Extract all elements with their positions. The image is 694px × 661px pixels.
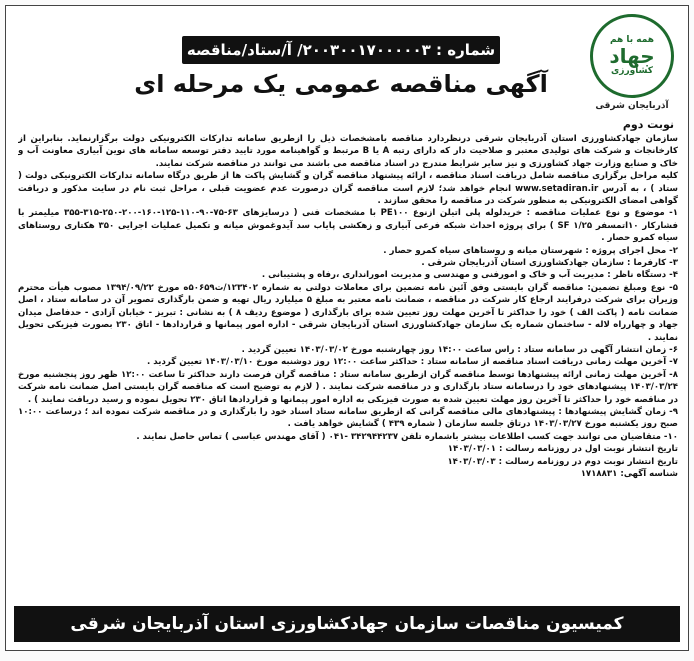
item-guarantee: ۵- نوع ومبلغ تضمین: مناقصه گران بایستی وفق آئین نامه تضمین برای معاملات دولتی به شماره ۱۲۳۴۰۲/ت۵۰۶۵۹ه مورخ ۱۳۹۴/۰۹/۲۲ مصوب هیأت محترم وزیران برای شرکت درفرایند ارجاع کار شرکت در مناقصه ، ضمانت نامه معتبر به مبلغ ۵ میلیارد ریال تهیه و ضمن بارگذاری تصویر آن در سامانه ستاد ، اصل ضمانت نامه ( پاکت الف ) خود را حداکثر تا آخرین مهلت روز تعیین شده برای بارگذاری ( موضوع ردیف ۸ ) به نشانی : تبریز - خیابان آزادی - حدفاصل میدان جهاد و چهارراه لاله - ساختمان شماره یک سازمان جهادکشاورزی استان آذربایجان شرقی - اداره امور پیمانها و قراردادها - اتاق ۲۳۰ بصورت فیزیکی تحویل نمایند . [18, 282, 678, 343]
notice-title: آگهی مناقصه عمومی یک مرحله ای [134, 70, 548, 98]
item-subject: ۱- موضوع و نوع عملیات مناقصه : خریدلوله پلی اتیلن ازنوع PE۱۰۰ با مشخصات فنی ( درسایزهای ۶۳-۷۵-۹۰-۱۱۰-۱۲۵-۱۶۰-۲۰۰-۲۵۰-۳۱۵-۳۵۵ میلیمتر با فشارکار ۱۰اتمسفر SF ۱/۲۵ ) برای پروژه احداث شبکه فرعی آبیاری و زهکشی پایاب سد آیدوغموش میانه و تکمیل عملیات اجرایی ۳۵۰ هکتاری روستاهای سیاه کمرو حصار . [18, 208, 678, 244]
intro-paragraph: سازمان جهادکشاورزی استان آذربایجان شرقی درنظردارد مناقصه بامشخصات ذیل را ازطریق سامانه تدارکات الکترونیکی دولت برگزارنماید. بنابراین از کارخانجات و شرکت های تولیدی معتبر و صلاحیت دار که دارای رتبه A یا B مرتبط و گواهینامه مورد تایید دفتر توسعه سامانه های نوین آبیاری معاونت آب و خاک و صنایع وزارت جهاد کشاورزی و نیز سایر شرایط مندرج در اسناد مناقصه می باشند می توانند در مناقصه شرکت نمایند. [18, 134, 678, 169]
item-contact: ۱۰- متقاضیان می توانند جهت کسب اطلاعات بیشتر باشماره تلفن ۳۴۲۹۴۴۲۳۷ -۰۴۱ ( آقای مهندس عباسی ) تماس حاصل نمایند . [136, 431, 678, 442]
logo-caption: آذربایجان شرقی [595, 101, 669, 111]
logo-word-keshavarzi: کشاورزی [611, 65, 653, 76]
jahad-logo [586, 14, 678, 114]
item-bid-deadline: ۸- آخرین مهلت زمانی ارائه پیشنهادها توسط مناقصه گران ازطریق سامانه ستاد : مناقصه گران فرصت دارند حداکثر تا ساعت ۱۲:۰۰ ظهر روز پنجشنبه مورخ ۱۴۰۳/۰۳/۲۴ پیشنهادهای خود را درسامانه ستاد بارگذاری و در مناقصه شرکت نمایند . ( لازم به توضیح است که مناقصه گران بایستی اصل ضمانت نامه شرکت در مناقصه خود را حداکثر تا آخرین روز مهلت تعیین شده به صورت فیزیکی به اداره امور پیمانها و قراردادها اتاق ۲۳۰ تحویل نموده و رسید دریافت نمایند ) . [18, 369, 678, 405]
tender-number: شماره : ۲۰۰۳۰۰۱۷۰۰۰۰۰۳/ آ/ستاد/مناقصه [182, 36, 500, 64]
item-supervisor: ۴- دستگاه ناظر : مدیریت آب و خاک و امورفنی و مهندسی و مدیریت امورانداری ،رفاه و پشتیبانی . [261, 270, 678, 281]
logo-word-jahad: جهاد [609, 43, 655, 68]
item-location: ۲- محل اجرای پروژه : شهرستان میانه و روستاهای سیاه کمرو حصار . [383, 245, 678, 256]
ad-identifier: شناسه آگهی: ۱۷۱۸۸۳۱ [580, 468, 678, 479]
commission-footer: کمیسیون مناقصات سازمان جهادکشاورزی استان آذربایجان شرقی [14, 606, 680, 642]
notice-body [18, 133, 678, 603]
notice-round: نوبت دوم [622, 118, 674, 131]
item-publish-time: ۶- زمان انتشار آگهی در سامانه ستاد : راس ساعت ۱۴:۰۰ روز چهارشنبه مورخ ۱۴۰۳/۰۳/۰۲ تعیین گردید . [241, 344, 678, 355]
second-publish-date: تاریخ انتشار نوبت دوم در روزنامه رسالت : ۱۴۰۳/۰۳/۰۳ [447, 456, 678, 467]
item-opening-time: ۹- زمان گشایش پیشنهادها : پیشنهادهای مالی مناقصه گرانی که ازطریق سامانه ستاد اسناد خود را بارگذاری و در مناقصه شرکت نموده اند ؛ درساعت ۱۰:۰۰ صبح روز یکشنبه مورخ ۱۴۰۳/۰۳/۲۷ درتاق جلسه سازمان ( شماره ۴۳۹ ) گشایش خواهد یافت . [18, 406, 678, 430]
procedure-paragraph: کلیه مراحل برگزاری مناقصه شامل دریافت اسناد مناقصه ، ارائه پیشنهاد مناقصه گران و گشایش پاکت ها از طریق درگاه سامانه تدارکات الکترونیکی دولت ( ستاد ) ، به آدرس www.setadiran.ir انجام خواهد شد؛ لازم است مناقصه گران درصورت عدم عضویت قبلی ، مراحل ثبت نام در سایت مذکور و دریافت گواهی امضای الکترونیکی به منظور شرکت در مناقصه را محقق سازند . [18, 171, 678, 207]
item-employer: ۳- کارفرما : سازمان جهادکشاورزی استان آذربایجان شرقی . [421, 258, 678, 269]
item-document-deadline: ۷- آخرین مهلت زمانی دریافت اسناد مناقصه از سامانه ستاد : حداکثر ساعت ۱۲:۰۰ روز دوشنبه مورخ ۱۴۰۳/۰۳/۱۰ تعیین گردید . [147, 357, 678, 368]
tender-notice [5, 5, 689, 651]
first-publish-date: تاریخ انتشار نوبت اول در روزنامه رسالت : ۱۴۰۳/۰۳/۰۱ [447, 444, 678, 455]
logo-emblem [590, 14, 674, 98]
logo-slogan: همه با هم [609, 35, 655, 46]
